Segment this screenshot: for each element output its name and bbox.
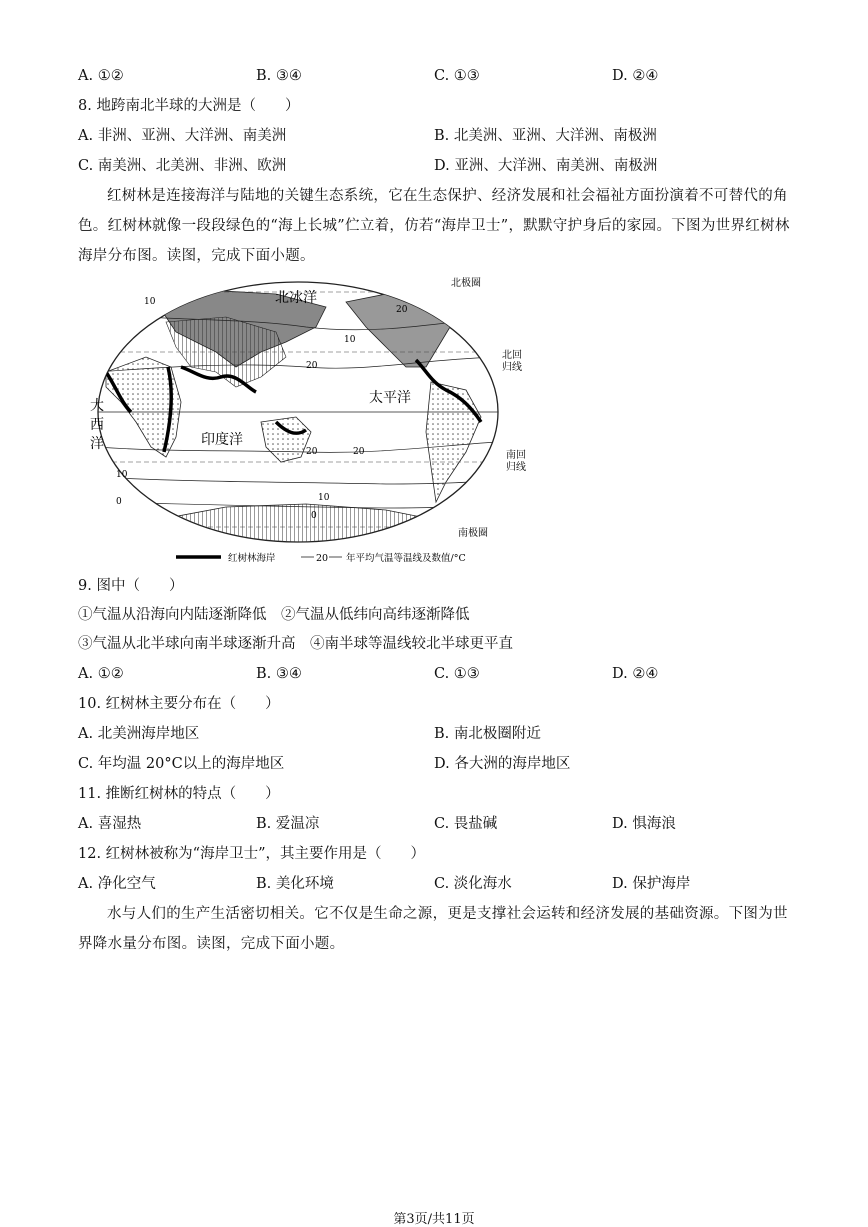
q11-stem: 11. 推断红树林的特点（ ） [78,786,280,802]
q8-option-b: B. 北美洲、亚洲、大洋洲、南极洲 [434,128,657,144]
q9-option-a: A. ①② [78,666,124,682]
label-tropic-capricorn-2: 归线 [506,462,526,473]
q8-option-a: A. 非洲、亚洲、大洋洲、南美洲 [78,128,287,144]
q10-stem: 10. 红树林主要分布在（ ） [78,696,280,712]
q8-option-c: C. 南美洲、北美洲、非洲、欧洲 [78,158,287,174]
label-pacific: 太平洋 [369,390,411,406]
q7-option-d: D. ②④ [612,68,659,84]
label-atlantic-3: 洋 [90,436,104,452]
q11-option-b: B. 爱温凉 [256,816,320,832]
isotherm-value: 10 [318,493,330,503]
label-antarctic-circle: 南极圈 [458,528,488,539]
q10-option-d: D. 各大洲的海岸地区 [434,756,571,772]
isotherm-value: 20 [396,305,408,315]
label-arctic-ocean: 北冰洋 [275,290,317,306]
isotherm-value: 20 [306,447,318,457]
isotherm-value: 10 [116,470,128,480]
world-mangrove-map [86,272,526,572]
q11-option-d: D. 惧海浪 [612,816,676,832]
label-indian-ocean: 印度洋 [201,432,243,448]
q9-stem: 9. 图中（ ） [78,578,184,594]
q8-option-d: D. 亚洲、大洋洲、南美洲、南极洲 [434,158,658,174]
legend-isotherm-label: 年平均气温等温线及数值/°C [346,553,466,564]
q12-stem: 12. 红树林被称为“海岸卫士”，其主要作用是（ ） [78,846,425,862]
passage-water: 水与人们的生产生活密切相关。它不仅是生命之源，更是支撑社会运转和经济发展的基础资源。下图为世界降水量分布图。读图，完成下面小题。 [78,906,788,952]
q12-option-b: B. 美化环境 [256,876,334,892]
q7-option-a: A. ①② [78,68,124,84]
isotherm-value: 10 [344,335,356,345]
q12-option-c: C. 淡化海水 [434,876,512,892]
page-footer: 第3页/共11页 [393,1212,475,1227]
label-arctic-circle: 北极圈 [451,278,481,289]
q9-option-d: D. ②④ [612,666,659,682]
passage-mangrove: 红树林是连接海洋与陆地的关键生态系统，它在生态保护、经济发展和社会福祉方面扮演着不可替代的角色。红树林就像一段段绿色的“海上长城”伫立着，仿若“海岸卫士”，默默守护身后的家园。下图为世界红树林海岸分布图。读图，完成下面小题。 [78,188,790,264]
label-atlantic-1: 大 [90,398,104,414]
isotherm-value: 0 [311,511,317,521]
q7-option-b: B. ③④ [256,68,302,84]
q10-option-c: C. 年均温 20°C以上的海岸地区 [78,756,285,772]
q9-option-b: B. ③④ [256,666,302,682]
legend-isotherm-sample: 20 [316,553,329,564]
q11-option-a: A. 喜湿热 [78,816,142,832]
label-tropic-cancer-1: 北回 [502,350,522,361]
q11-option-c: C. 畏盐碱 [434,816,498,832]
label-atlantic-2: 西 [90,417,104,433]
label-tropic-capricorn-1: 南回 [506,450,526,461]
q8-stem: 8. 地跨南北半球的大洲是（ ） [78,98,300,114]
legend-mangrove-label: 红树林海岸 [228,553,276,564]
label-tropic-cancer-2: 归线 [502,362,522,373]
isotherm-value: 20 [353,447,365,457]
isotherm-value: 0 [116,497,122,507]
q12-option-a: A. 净化空气 [78,876,156,892]
q9-option-c: C. ①③ [434,666,480,682]
isotherm-value: 20 [306,361,318,371]
q9-statements-2: ③气温从北半球向南半球逐渐升高 ④南半球等温线较北半球更平直 [78,636,513,652]
q12-option-d: D. 保护海岸 [612,876,691,892]
q9-statements-1: ①气温从沿海向内陆逐渐降低 ②气温从低纬向高纬逐渐降低 [78,607,470,623]
isotherm-value: 10 [144,297,156,307]
q10-option-a: A. 北美洲海岸地区 [78,726,200,742]
q10-option-b: B. 南北极圈附近 [434,726,541,742]
q7-option-c: C. ①③ [434,68,480,84]
